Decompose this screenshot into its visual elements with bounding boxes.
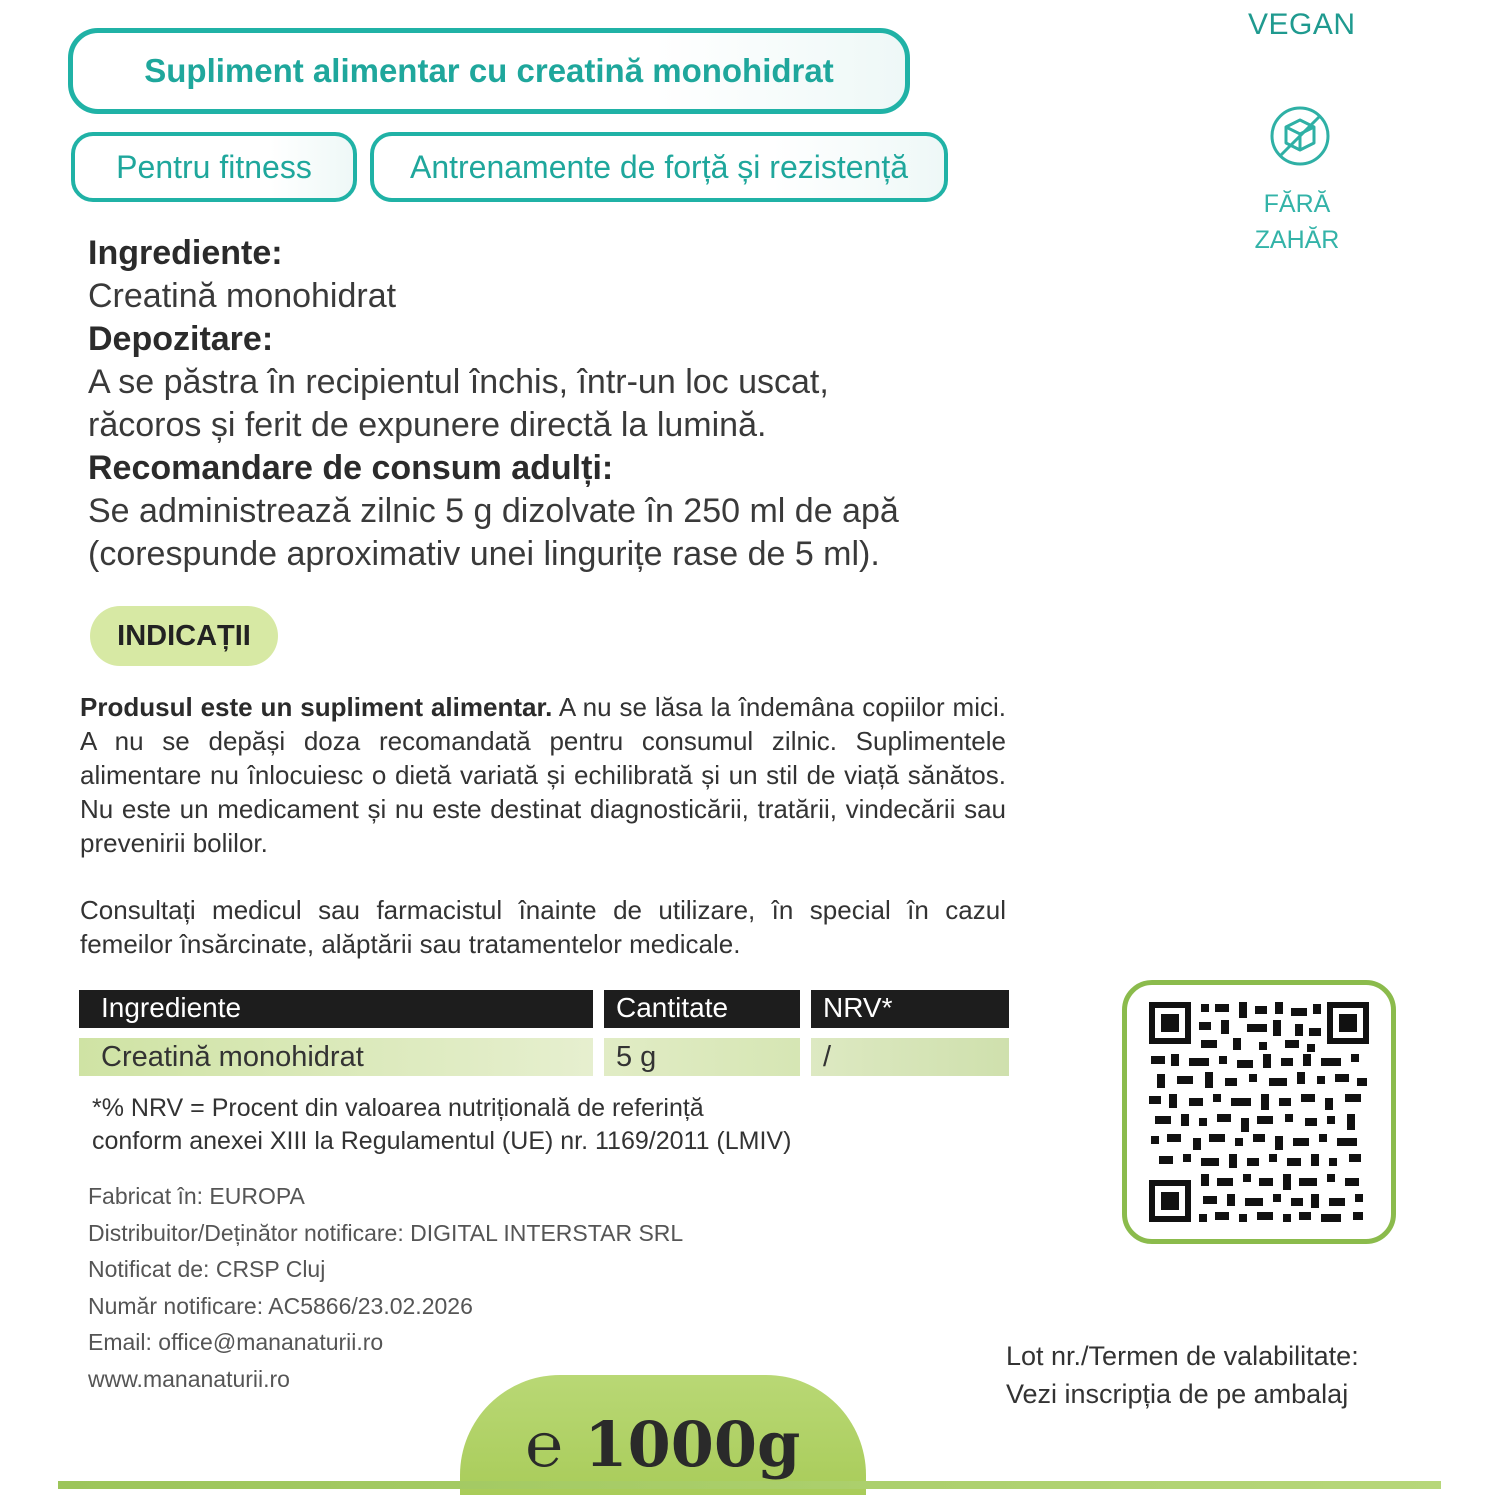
distributor: Distribuitor/Deținător notificare: DIGITAL INTERSTAR SRL: [88, 1219, 684, 1246]
nrv-footnote-line2: conform anexei XIII la Regulamentul (UE) nr. 1169/2011 (LMIV): [92, 1127, 792, 1155]
ingredients-title: Ingrediente:: [88, 234, 283, 272]
storage-title: Depozitare:: [88, 320, 274, 358]
vegan-label: VEGAN: [1248, 8, 1356, 41]
tag-fitness-text: Pentru fitness: [116, 148, 312, 185]
indications-body: A nu se lăsa la îndemâna copiilor mici. A nu se depăși doza recomandată pentru consumul zilnic. Suplimentele alimentare nu înlocuiesc o dietă variată și echilibrată și un stil de viață sănătos. Nu este un medicament și nu este destinat diagnosticării, tratării, vindecării sau prevenirii bolilor.: [80, 692, 1006, 858]
ingredients-text: Creatină monohidrat: [88, 277, 397, 315]
product-info: [88, 232, 1008, 576]
table-cell-nrv: /: [811, 1038, 1009, 1076]
tag-fitness: [71, 132, 357, 202]
email: Email: office@mananaturii.ro: [88, 1329, 384, 1355]
manufacturer-info: [88, 1178, 683, 1397]
qr-code-icon: [1149, 1002, 1369, 1222]
no-sugar-line2: ZAHĂR: [1254, 226, 1340, 254]
product-type-text: Supliment alimentar cu creatină monohidrat: [144, 52, 834, 89]
indications-lead: Produsul este un supliment alimentar.: [80, 692, 553, 722]
indications-badge: INDICAȚII: [90, 606, 278, 666]
table-cell-quantity: 5 g: [604, 1038, 800, 1076]
dosage-line2: (corespunde aproximativ unei lingurițe rase de 5 ml).: [88, 535, 880, 573]
no-sugar-label: [1240, 186, 1354, 258]
table-header-nrv: NRV*: [811, 990, 1009, 1028]
lot-line1: Lot nr./Termen de valabilitate:: [1006, 1341, 1359, 1371]
table-cell-ingredient: Creatină monohidrat: [79, 1038, 593, 1076]
consult-paragraph: Consultați medicul sau farmacistul înainte de utilizare, în special în cazul femeilor însărcinate, alăptării sau tratamentelor medicale.: [80, 895, 1006, 959]
product-type-label: [68, 28, 910, 114]
notified-by: Notificat de: CRSP Cluj: [88, 1256, 326, 1282]
notification-number: Număr notificare: AC5866/23.02.2026: [88, 1292, 473, 1319]
storage-line1: A se păstra în recipientul închis, într-un loc uscat,: [88, 363, 829, 401]
nrv-footnote-line1: *% NRV = Procent din valoarea nutrițională de referință: [92, 1094, 704, 1122]
website: www.mananaturii.ro: [88, 1365, 290, 1392]
table-header-quantity: Cantitate: [604, 990, 800, 1028]
dosage-line1: Se administrează zilnic 5 g dizolvate în 250 ml de apă: [88, 492, 899, 530]
tag-training: [370, 132, 948, 202]
lot-line2: Vezi inscripția de pe ambalaj: [1006, 1379, 1349, 1409]
lot-info: [1006, 1337, 1359, 1413]
tag-training-text: Antrenamente de forță și rezistență: [409, 148, 909, 185]
indications-paragraph: [80, 690, 1006, 860]
no-sugar-cube-icon: [1268, 104, 1332, 168]
net-weight: ℮ 1000g: [525, 1408, 801, 1481]
qr-code-frame: [1122, 980, 1396, 1244]
storage-line2: răcoros și ferit de expunere directă la lumină.: [88, 406, 767, 444]
bottom-divider: [58, 1481, 1441, 1489]
made-in: Fabricat în: EUROPA: [88, 1183, 305, 1209]
table-header-ingredients: Ingrediente: [79, 990, 593, 1028]
no-sugar-line1: FĂRĂ: [1263, 190, 1331, 218]
dosage-title: Recomandare de consum adulți:: [88, 449, 614, 487]
nrv-footnote: [92, 1092, 791, 1158]
